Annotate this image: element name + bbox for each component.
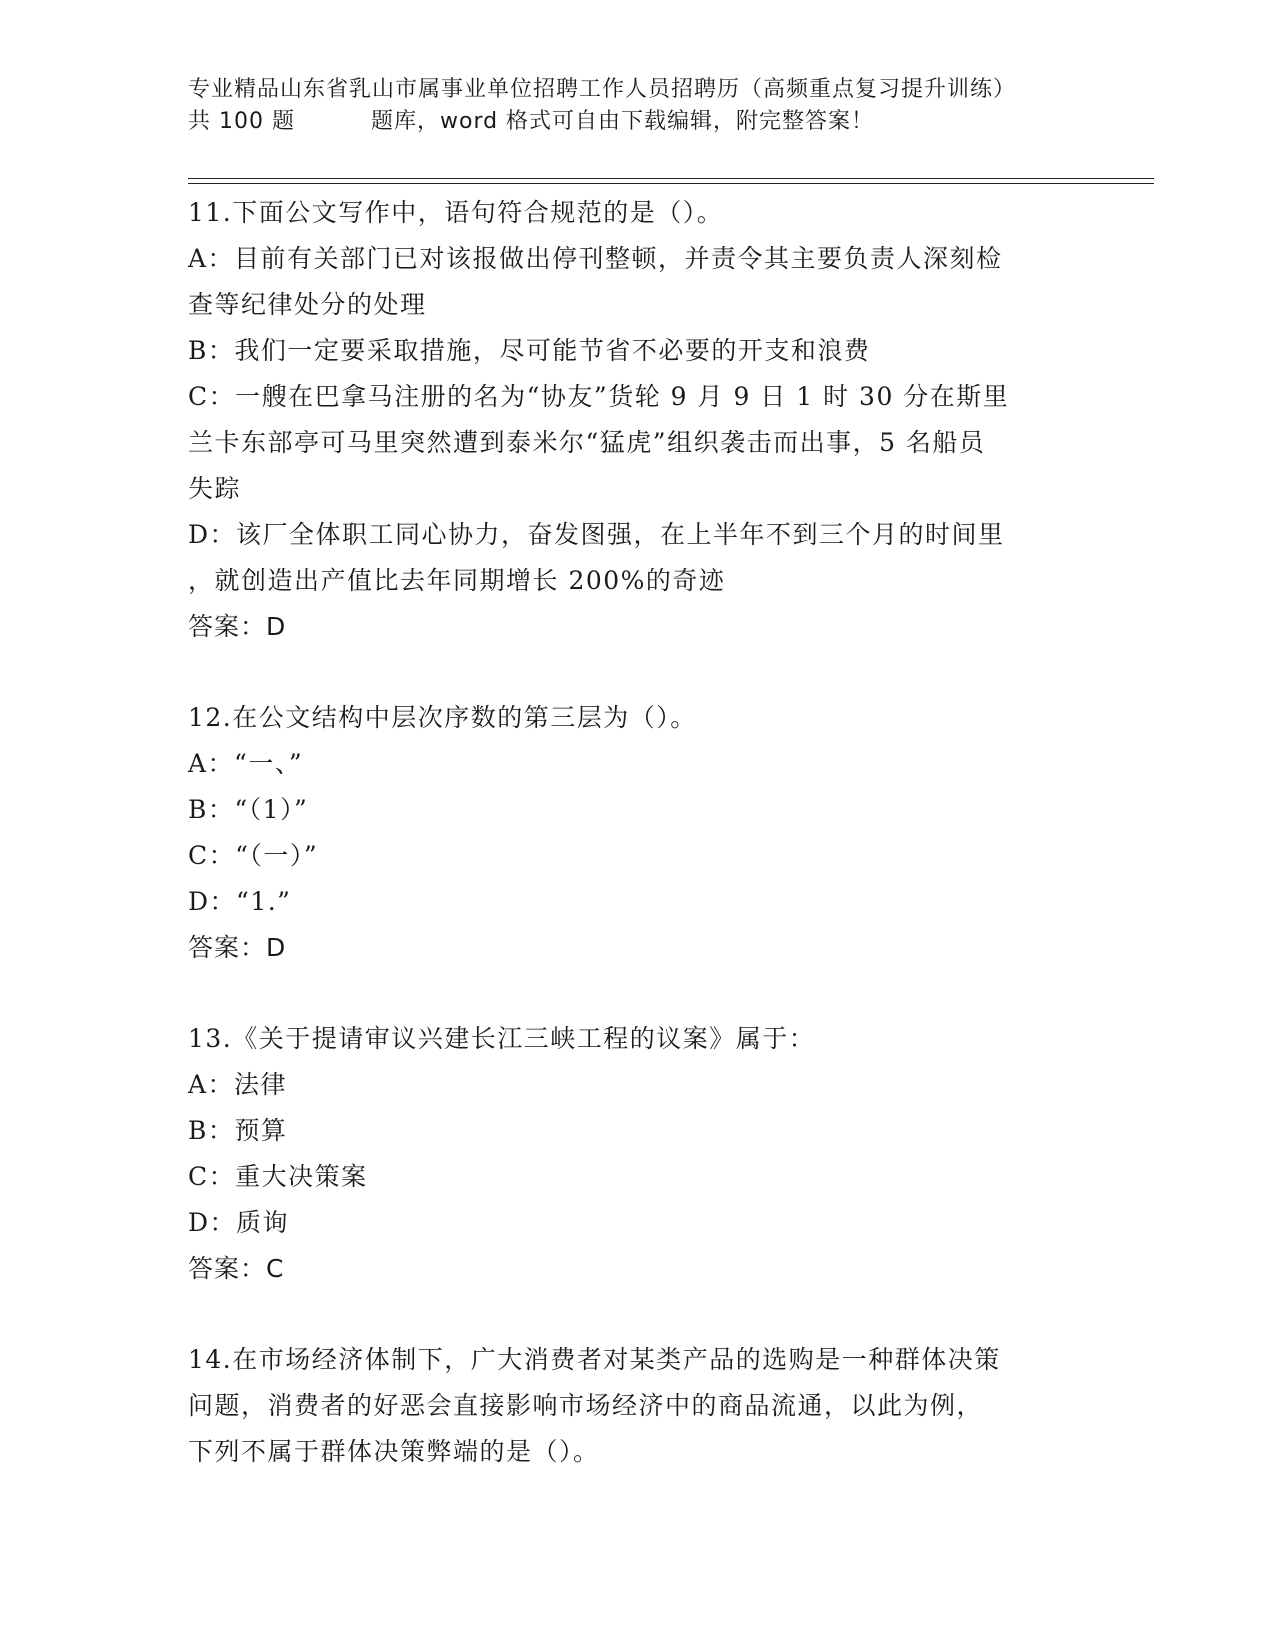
question-13 bbox=[188, 1016, 1088, 1292]
header-divider-top bbox=[188, 178, 1154, 179]
header-title-line: 专业精品山东省乳山市属事业单位招聘工作人员招聘历（高频重点复习提升训练） bbox=[188, 77, 1017, 102]
option-a: A：法律 bbox=[188, 1070, 288, 1099]
question-spacer bbox=[188, 650, 1088, 695]
option-line: C：一艘在巴拿马注册的名为“协友”货轮 9 月 9 日 1 时 30 分在斯里 bbox=[188, 382, 1010, 411]
answer-label: 答案：C bbox=[188, 1254, 285, 1283]
option-line: ，就创造出产值比去年同期增长 200%的奇迹 bbox=[188, 566, 726, 595]
question-spacer bbox=[188, 1292, 1088, 1337]
question-text: 问题，消费者的好恶会直接影响市场经济中的商品流通，以此为例， bbox=[188, 1391, 984, 1420]
option-line: 兰卡东部亭可马里突然遭到泰米尔“猛虎”组织袭击而出事，5 名船员 bbox=[188, 428, 986, 457]
option-c: C：“（一）” bbox=[188, 841, 319, 870]
answer-label: 答案：D bbox=[188, 933, 287, 962]
option-d: D：“1.” bbox=[188, 887, 292, 916]
option-c: C：重大决策案 bbox=[188, 1162, 368, 1191]
question-text: 12.在公文结构中层次序数的第三层为（）。 bbox=[188, 703, 697, 732]
header-question-count: 共 100 题 bbox=[188, 109, 295, 134]
option-d: D：质询 bbox=[188, 1208, 290, 1237]
question-text: 下列不属于群体决策弊端的是（）。 bbox=[188, 1437, 600, 1466]
option-a bbox=[188, 236, 1088, 328]
header-subtitle-line bbox=[188, 106, 1088, 138]
header-divider-bottom bbox=[188, 183, 1154, 184]
option-c bbox=[188, 374, 1088, 512]
answer-label: 答案：D bbox=[188, 612, 287, 641]
question-text: 14.在市场经济体制下，广大消费者对某类产品的选购是一种群体决策 bbox=[188, 1345, 1001, 1374]
document-header bbox=[188, 74, 1088, 138]
question-list bbox=[188, 190, 1088, 1475]
question-spacer bbox=[188, 971, 1088, 1016]
option-a: A：“一、” bbox=[188, 749, 304, 778]
option-line: A：目前有关部门已对该报做出停刊整顿，并责令其主要负责人深刻检 bbox=[188, 244, 1003, 273]
option-line: D：该厂全体职工同心协力，奋发图强，在上半年不到三个月的时间里 bbox=[188, 520, 1005, 549]
question-text: 13.《关于提请审议兴建长江三峡工程的议案》属于： bbox=[188, 1024, 816, 1053]
option-b: B：预算 bbox=[188, 1116, 288, 1145]
option-line: B：我们一定要采取措施，尽可能节省不必要的开支和浪费 bbox=[188, 336, 871, 365]
header-description: 题库，word 格式可自由下载编辑，附完整答案！ bbox=[370, 109, 875, 134]
question-12 bbox=[188, 695, 1088, 971]
question-11 bbox=[188, 190, 1088, 650]
question-text: 11.下面公文写作中，语句符合规范的是（）。 bbox=[188, 198, 724, 227]
option-line: 查等纪律处分的处理 bbox=[188, 290, 427, 319]
option-d bbox=[188, 512, 1088, 604]
option-b bbox=[188, 328, 1088, 374]
question-14 bbox=[188, 1337, 1088, 1475]
option-line: 失踪 bbox=[188, 474, 242, 503]
option-b: B：“（1）” bbox=[188, 795, 309, 824]
